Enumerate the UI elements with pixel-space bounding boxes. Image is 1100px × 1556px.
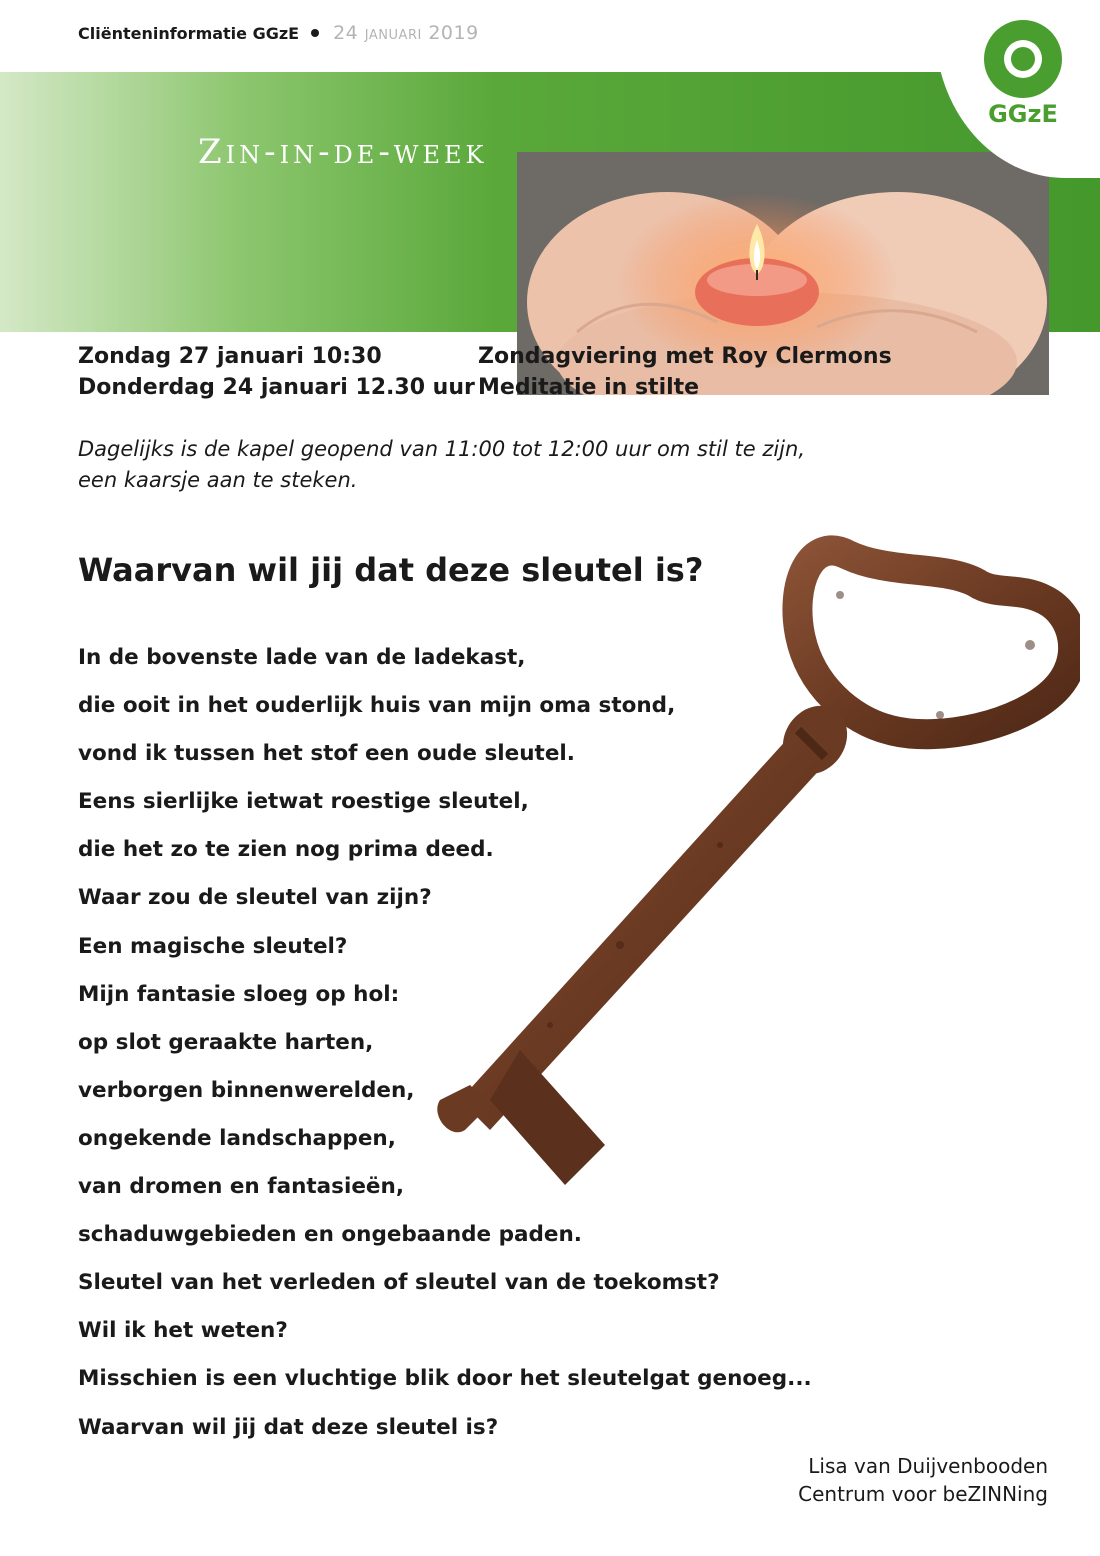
poem <box>78 640 812 1458</box>
notice-line-2: een kaarsje aan te steken. <box>78 468 358 492</box>
author-credit <box>798 1452 1048 1508</box>
author-organization: Centrum voor beZINNing <box>798 1482 1048 1506</box>
header-banner <box>0 72 1100 332</box>
section-title: Zin-in-de-week <box>198 132 488 172</box>
schedule-event-2: Meditatie in stilte <box>478 375 700 400</box>
poem-line: Misschien is een vluchtige blik door het sleutelgat genoeg... <box>78 1366 812 1392</box>
poem-line: vond ik tussen het stof een oude sleutel. <box>78 741 575 767</box>
publication-date: 24 januari 2019 <box>333 22 479 44</box>
logo-ring-icon <box>984 20 1062 98</box>
notice-line-1: Dagelijks is de kapel geopend van 11:00 tot 12:00 uur om stil te zijn, <box>78 437 805 461</box>
poem-line: Mijn fantasie sloeg op hol: <box>78 981 400 1007</box>
chapel-notice <box>78 434 805 496</box>
poem-line: In de bovenste lade van de ladekast, <box>78 645 526 670</box>
poem-line: ongekende landschappen, <box>78 1125 396 1151</box>
poem-line: van dromen en fantasieën, <box>78 1174 404 1200</box>
schedule-date-1: Zondag 27 januari 10:30 <box>78 344 382 369</box>
poem-title: Waarvan wil jij dat deze sleutel is? <box>78 551 704 589</box>
poem-line: Waar zou de sleutel van zijn? <box>78 885 432 911</box>
publication-name: Cliënteninformatie GGzE <box>78 23 300 43</box>
publication-line <box>78 22 479 44</box>
poem-line: die ooit in het ouderlijk huis van mijn oma stond, <box>78 693 676 719</box>
poem-line: Eens sierlijke ietwat roestige sleutel, <box>78 789 529 815</box>
poem-line: Waarvan wil jij dat deze sleutel is? <box>78 1414 499 1440</box>
poem-line: Een magische sleutel? <box>78 933 348 959</box>
poem-line: verborgen binnenwerelden, <box>78 1077 415 1103</box>
schedule-dates <box>78 341 475 403</box>
schedule-events <box>478 341 892 403</box>
poem-line: die het zo te zien nog prima deed. <box>78 837 494 863</box>
separator-dot <box>311 29 319 37</box>
logo-text: GGzE <box>988 100 1058 128</box>
schedule-event-1: Zondagviering met Roy Clermons <box>478 344 892 369</box>
poem-line: op slot geraakte harten, <box>78 1029 374 1055</box>
poem-line: Wil ik het weten? <box>78 1318 288 1344</box>
author-name: Lisa van Duijvenbooden <box>808 1454 1048 1478</box>
schedule-date-2: Donderdag 24 januari 12.30 uur <box>78 375 475 400</box>
poem-line: schaduwgebieden en ongebaande paden. <box>78 1222 582 1248</box>
ggze-logo <box>984 20 1062 132</box>
poem-line: Sleutel van het verleden of sleutel van de toekomst? <box>78 1270 720 1296</box>
